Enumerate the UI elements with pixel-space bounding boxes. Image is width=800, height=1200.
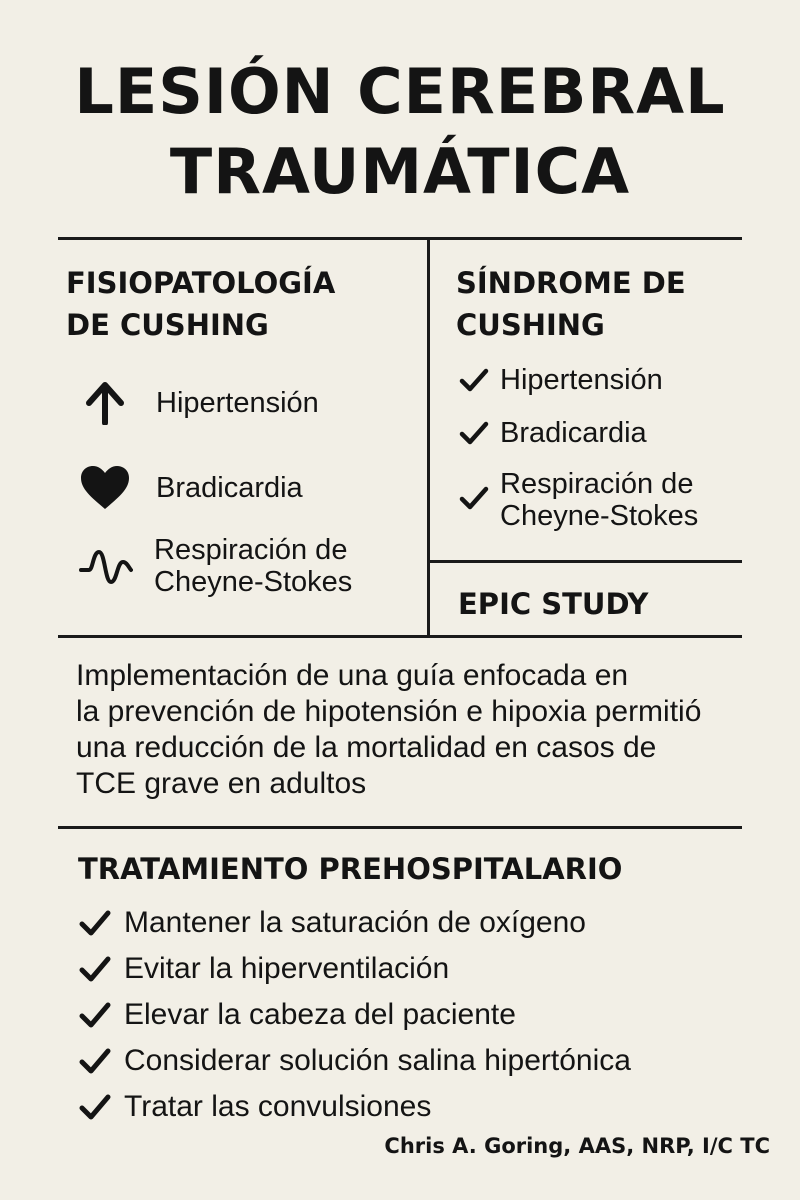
list-item-label: Tratar las convulsiones: [124, 1090, 432, 1123]
fisio-item-text: Respiración de Cheyne-Stokes: [154, 534, 353, 598]
title-line-1: LESIÓN CEREBRAL: [74, 55, 726, 128]
check-icon: [458, 364, 490, 396]
list-item-label: Evitar la hiperventilación: [124, 952, 450, 985]
title-line-2: TRAUMÁTICA: [169, 135, 631, 208]
epic-study-paragraph: Implementación de una guía enfocada en la prevención de hipotensión e hipoxia permitió una reducción de la mortalidad en casos de TCE grave en adultos: [76, 659, 702, 800]
check-icon: [78, 998, 112, 1032]
sindrome-item-text: Respiración de Cheyne-Stokes: [500, 468, 699, 532]
list-item: [78, 992, 631, 1038]
tratamiento-list: [78, 900, 631, 1130]
middle-divider: [58, 635, 742, 638]
sindrome-item-label: Hipertensión: [500, 364, 663, 396]
page-title: [0, 52, 800, 212]
fisio-item-label: Bradicardia: [156, 472, 303, 504]
check-icon: [78, 906, 112, 940]
sindrome-item-hipertension: [458, 364, 663, 396]
arrow-up-icon: [80, 380, 130, 426]
vertical-divider: [427, 237, 430, 637]
tratamiento-heading: TRATAMIENTO PREHOSPITALARIO: [78, 852, 623, 886]
right-column-divider: [427, 560, 742, 563]
fisio-item-hipertension: [80, 380, 319, 426]
list-item-label: Considerar solución salina hipertónica: [124, 1044, 631, 1077]
fisiopatologia-heading: FISIOPATOLOGÍA DE CUSHING: [66, 266, 336, 342]
list-item-label: Mantener la saturación de oxígeno: [124, 906, 586, 939]
heart-icon: [78, 464, 132, 512]
check-icon: [458, 482, 490, 514]
sindrome-item-bradicardia: [458, 417, 647, 449]
lower-divider: [58, 826, 742, 829]
check-icon: [78, 1044, 112, 1078]
sindrome-item-label: Bradicardia: [500, 417, 647, 449]
sindrome-item-respiracion: [458, 468, 698, 532]
list-item: [78, 1038, 631, 1084]
list-item: [78, 1084, 631, 1130]
check-icon: [78, 1090, 112, 1124]
author-signature: Chris A. Goring, AAS, NRP, I/C TC: [384, 1134, 770, 1158]
wave-icon: [78, 534, 134, 598]
check-icon: [458, 417, 490, 449]
fisio-item-label: Hipertensión: [156, 387, 319, 419]
list-item: [78, 946, 631, 992]
top-divider: [58, 237, 742, 240]
list-item: [78, 900, 631, 946]
list-item-label: Elevar la cabeza del paciente: [124, 998, 516, 1031]
epic-study-heading: EPIC STUDY: [458, 587, 649, 621]
check-icon: [78, 952, 112, 986]
sindrome-heading: SÍNDROME DE CUSHING: [456, 266, 686, 342]
fisio-item-respiracion: [78, 534, 352, 598]
fisio-item-bradicardia: [78, 464, 303, 512]
